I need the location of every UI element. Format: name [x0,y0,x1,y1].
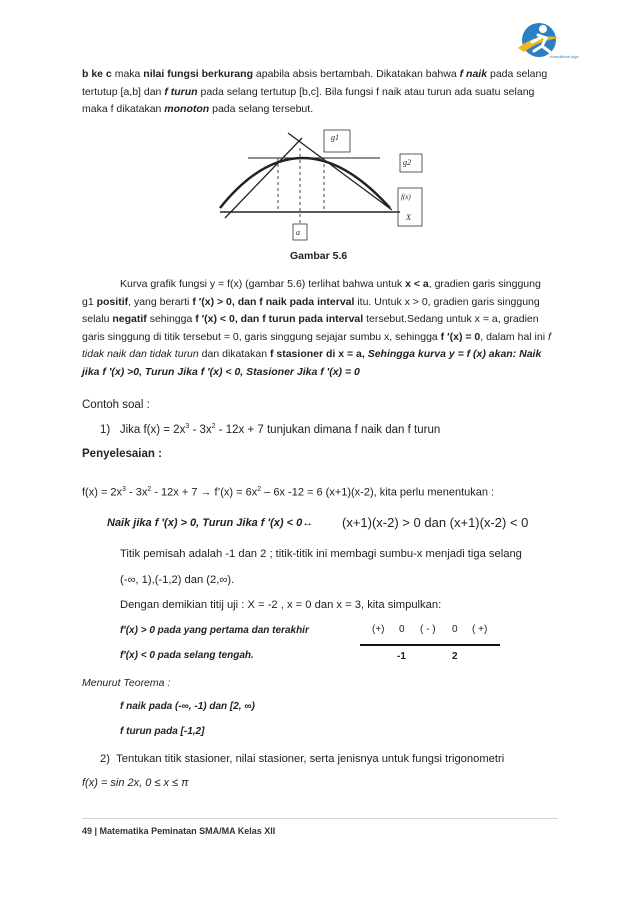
number-line [360,644,500,646]
sign-zero-1: 0 [399,624,405,635]
q2-number: 2) [100,753,110,765]
para-text: Kurva grafik fungsi y = f(x) (gambar 5.6) terlihat bahwa untuk [120,278,406,290]
condition-line [107,517,313,529]
intro-text: maka [111,68,144,80]
para-text: sehingga [146,313,196,325]
negative-statement: f′(x) < 0 pada selang tengah. [120,650,254,661]
explanation-paragraph [82,276,558,381]
eq-sup: 2 [147,486,152,493]
para-text: , dalam hal ini [480,330,548,343]
question-1 [100,419,440,438]
intro-text: pada selang tertutup [b,c]. Bila fungsi f naik atau turun ada suatu selang [197,85,535,98]
para-text: negatif [112,313,147,325]
question-2 [100,751,504,767]
para-text: positif [96,295,129,308]
para-text: f ′(x) > 0, dan f naik pada interval [192,295,355,308]
para-text: garis singgung di titik tersebut = 0, garis singgung sejajar sumbu x, sehingga [82,330,441,343]
titik-uji: Dengan demikian titij uji : X = -2 , x = 0 dan x = 3, kita simpulkan: [120,599,442,611]
para-text: f [547,330,551,343]
kemdikbud-logo [512,18,579,62]
q1-text: - 3x [189,423,212,436]
q1-text: Jika f(x) = 2x [119,423,186,436]
sign-minus: ( - ) [420,624,436,635]
label-fx: f(x) [401,193,411,201]
q1-sup: 3 [185,423,190,430]
label-g1: g1 [331,133,339,142]
intro-text: nilai fungsi berkurang [143,68,253,80]
para-text: selalu [82,313,113,325]
para-text: tersebut.Sedang untuk x = a, gradien [363,313,539,325]
teorema-title: Menurut Teorema : [82,677,171,689]
intro-text: pada selang [487,68,548,80]
intro-text: f turun [164,85,198,98]
para-text: itu. Untuk x > 0, gradien garis singgung [354,295,540,308]
para-text: x < a [405,278,429,290]
eq-text: – 6x -12 = 6 (x+1)(x-2), kita perlu menentukan : [261,486,495,499]
penyelesaian-title: Penyelesaian : [82,448,162,460]
intro-text: f naik [459,68,488,80]
sign-zero-2: 0 [452,624,458,635]
para-text: Sehingga kurva y = f (x) akan: Naik [364,348,542,360]
para-text: f ′(x) < 0, dan f turun pada interval [195,313,364,325]
para-text: tidak naik dan tidak turun [82,348,199,360]
intro-paragraph [82,66,556,119]
q1-sup: 2 [211,423,216,430]
intro-text: apabila absis bertambah. Dikatakan bahwa [252,68,460,80]
condition-italic: Naik jika f ′(x) > 0, Turun Jika f ′(x) < 0 [107,517,303,529]
logo-caption: Kemdikbud logo [550,54,579,59]
footer [82,826,275,836]
iff-symbol: ↔ [302,517,314,529]
inequality: (x+1)(x-2) > 0 dan (x+1)(x-2) < 0 [342,515,529,530]
para-text: dan dikatakan [198,348,270,360]
para-text: jika f ′(x) >0, Turun Jika f ′(x) < 0, Stasioner Jika f ′(x) = 0 [82,365,360,378]
label-a: a [296,228,300,237]
intro-text: tertutup [a,b] dan [82,85,165,98]
footer-separator: | [92,826,100,836]
intro-text: maka f dikatakan [82,103,165,115]
para-text: f ′(x) = 0 [440,330,481,343]
intro-text: monoton [164,103,210,115]
figure-5-6 [200,128,440,243]
q1-text: - 12x + 7 tunjukan dimana f naik dan f turun [215,423,441,436]
titik-pemisah: Titik pemisah adalah -1 dan 2 ; titik-titik ini membagi sumbu-x menjadi tiga selang [120,548,522,560]
eq-text: - 12x + 7 → f’(x) = 6x [151,486,258,499]
point-two: 2 [452,651,458,662]
sign-plus-2: ( +) [472,624,488,635]
footer-rule [82,818,558,819]
eq-text: f(x) = 2x [82,486,123,499]
q2-function: f(x) = sin 2x, 0 ≤ x ≤ π [82,777,189,789]
teorema-naik: f naik pada (-∞, -1) dan [2, ∞) [120,701,255,712]
derivative-equation [82,482,494,501]
q1-number: 1) [100,423,111,436]
sign-plus-1: (+) [372,624,385,635]
label-x: X [406,213,411,222]
figure-caption: Gambar 5.6 [290,250,348,262]
teorema-turun: f turun pada [-1,2] [120,726,205,737]
eq-sup: 3 [122,486,126,493]
label-g2: g2 [403,158,411,167]
page-number: 49 [82,826,93,836]
intro-text: pada selang tersebut. [209,103,314,115]
positive-statement: f′(x) > 0 pada yang pertama dan terakhir [120,625,309,636]
point-minus-one: -1 [397,651,406,662]
para-text: f stasioner di x = a, [269,348,365,360]
para-text: g1 [82,295,97,308]
intro-text: b ke c [82,68,112,80]
para-text: , yang berarti [128,295,193,308]
eq-text: - 3x [125,486,148,499]
q2-text: Tentukan titik stasioner, nilai stasioner, serta jenisnya untuk fungsi trigonometri [116,753,505,765]
contoh-title: Contoh soal : [82,399,150,411]
para-text: , gradien garis singgung [428,278,541,290]
footer-title: Matematika Peminatan SMA/MA Kelas XII [99,826,276,836]
titik-selang: (-∞, 1),(-1,2) dan (2,∞). [120,574,235,586]
eq-sup: 2 [257,486,262,493]
